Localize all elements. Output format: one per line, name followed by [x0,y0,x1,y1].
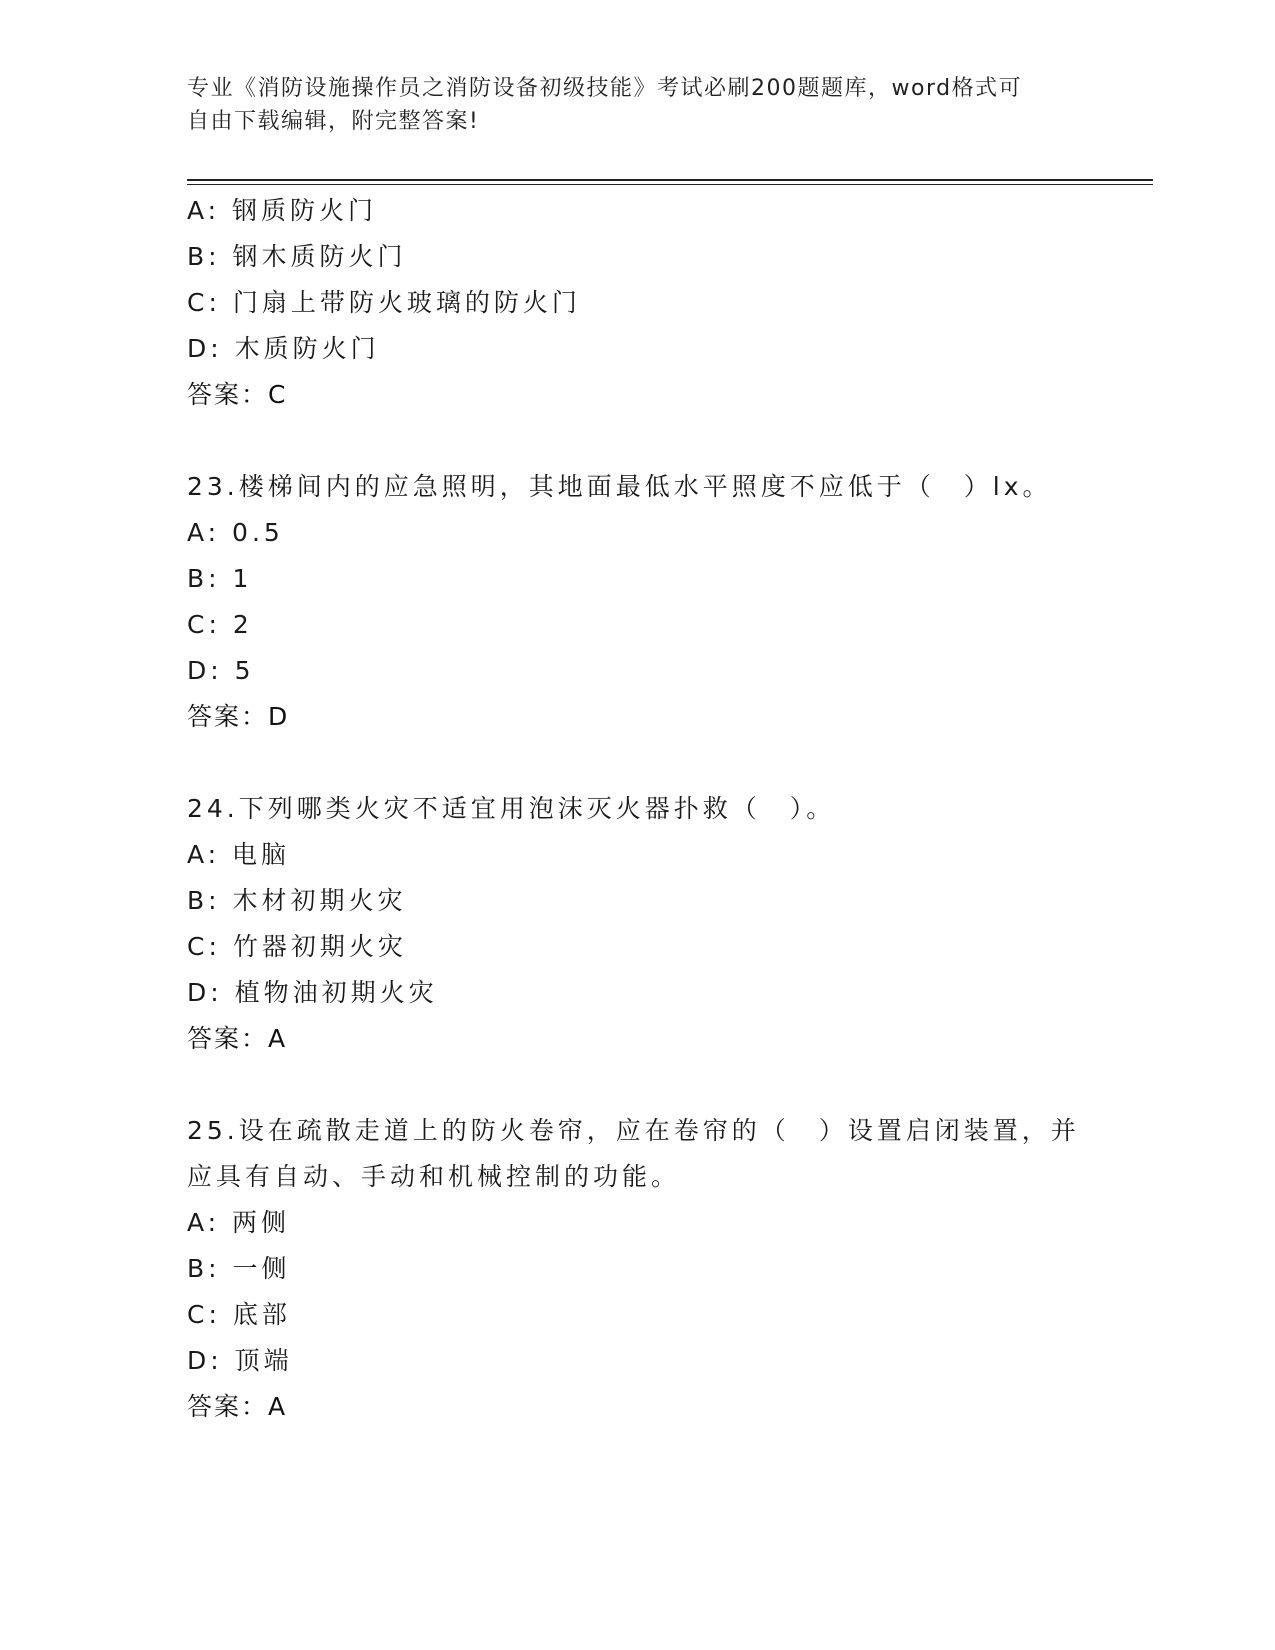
option-d: D: 顶端 [187,1346,293,1375]
answer-line: 答案：D [187,702,290,731]
spacer [187,1062,1117,1108]
option-a: A: 两侧 [187,1208,291,1237]
question-block-23 [187,464,1117,740]
document-header [187,72,1087,138]
spacer [187,418,1117,464]
question-block-24 [187,786,1117,1062]
option-d: D: 木质防火门 [187,334,380,363]
header-rule-thick [187,179,1153,181]
header-rule-thin [187,184,1153,185]
question-block-22 [187,188,1117,418]
header-line-1: 专业《消防设施操作员之消防设备初级技能》考试必刷200题题库，word格式可 [187,76,1023,101]
option-b: B: 木材初期火灾 [187,886,407,915]
option-b: B: 1 [187,564,253,593]
header-line-2: 自由下载编辑，附完整答案! [187,109,480,134]
answer-line: 答案：A [187,1024,288,1053]
option-b: B: 一侧 [187,1254,291,1283]
question-stem: 23.楼梯间内的应急照明，其地面最低水平照度不应低于（ ）lx。 [187,472,1052,501]
option-c: C: 竹器初期火灾 [187,932,407,961]
option-c: C: 2 [187,610,253,639]
question-list [187,188,1117,1430]
option-c: C: 门扇上带防火玻璃的防火门 [187,288,581,317]
question-stem-line-1: 25.设在疏散走道上的防火卷帘，应在卷帘的（ ）设置启闭装置，并 [187,1116,1080,1145]
option-d: D: 植物油初期火灾 [187,978,438,1007]
option-a: A: 钢质防火门 [187,196,378,225]
question-block-25 [187,1108,1117,1430]
option-b: B: 钢木质防火门 [187,242,407,271]
option-c: C: 底部 [187,1300,291,1329]
question-stem-line-2: 应具有自动、手动和机械控制的功能。 [187,1162,681,1191]
answer-line: 答案：C [187,380,288,409]
answer-line: 答案：A [187,1392,288,1421]
option-a: A: 电脑 [187,840,291,869]
option-d: D: 5 [187,656,255,685]
question-stem: 24.下列哪类火灾不适宜用泡沫灭火器扑救（ ）。 [187,794,836,823]
spacer [187,740,1117,786]
option-a: A: 0.5 [187,518,284,547]
